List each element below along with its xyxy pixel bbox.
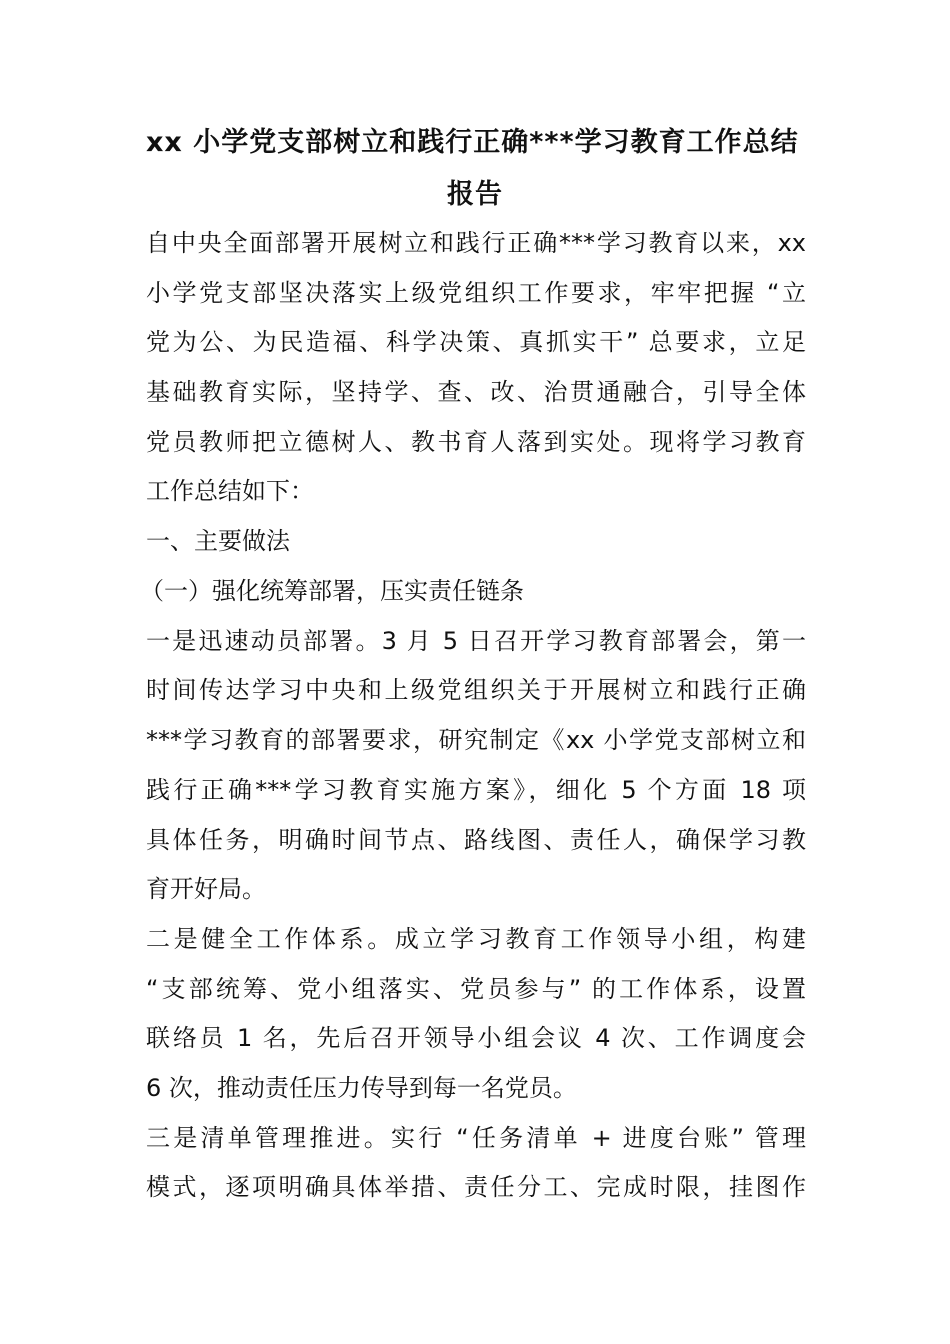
document-title-line-2: 报告 — [447, 179, 503, 210]
paragraph-line: 6 次，推动责任压力传导到每一名党员。 — [146, 1074, 577, 1102]
paragraph-line: 践行正确***学习教育实施方案》，细化 5 个方面 18 项 — [146, 776, 806, 804]
paragraph-line: 一是迅速动员部署。3 月 5 日召开学习教育部署会，第一 — [146, 627, 806, 655]
paragraph-line: 自中央全面部署开展树立和践行正确***学习教育以来，xx — [146, 229, 806, 257]
paragraph-line: 三是清单管理推进。实行 “任务清单 + 进度台账” 管理 — [146, 1124, 806, 1152]
paragraph-line: 基础教育实际，坚持学、查、改、治贯通融合，引导全体 — [146, 378, 806, 406]
paragraph-line: 联络员 1 名，先后召开领导小组会议 4 次、工作调度会 — [146, 1024, 806, 1052]
section-heading: 一、主要做法 — [146, 527, 290, 555]
paragraph-line: 党为公、为民造福、科学决策、真抓实干” 总要求，立足 — [146, 328, 806, 356]
paragraph-line: 育开好局。 — [146, 875, 266, 903]
paragraph-line: “支部统筹、党小组落实、党员参与” 的工作体系，设置 — [146, 975, 806, 1003]
subsection-heading: （一）强化统筹部署，压实责任链条 — [140, 577, 524, 605]
paragraph-line: 小学党支部坚决落实上级党组织工作要求，牢牢把握 “立 — [146, 279, 806, 307]
paragraph-line: 具体任务，明确时间节点、路线图、责任人，确保学习教 — [146, 826, 806, 854]
paragraph-line: 工作总结如下： — [146, 477, 314, 505]
paragraph-line: 二是健全工作体系。成立学习教育工作领导小组，构建 — [146, 925, 806, 953]
paragraph-line: 时间传达学习中央和上级党组织关于开展树立和践行正确 — [146, 676, 806, 704]
paragraph-line: 模式，逐项明确具体举措、责任分工、完成时限，挂图作 — [146, 1173, 806, 1201]
paragraph-line: 党员教师把立德树人、教书育人落到实处。现将学习教育 — [146, 428, 806, 456]
paragraph-line: ***学习教育的部署要求，研究制定《xx 小学党支部树立和 — [146, 726, 806, 754]
document-title-line-1: xx 小学党支部树立和践行正确***学习教育工作总结 — [146, 127, 799, 158]
